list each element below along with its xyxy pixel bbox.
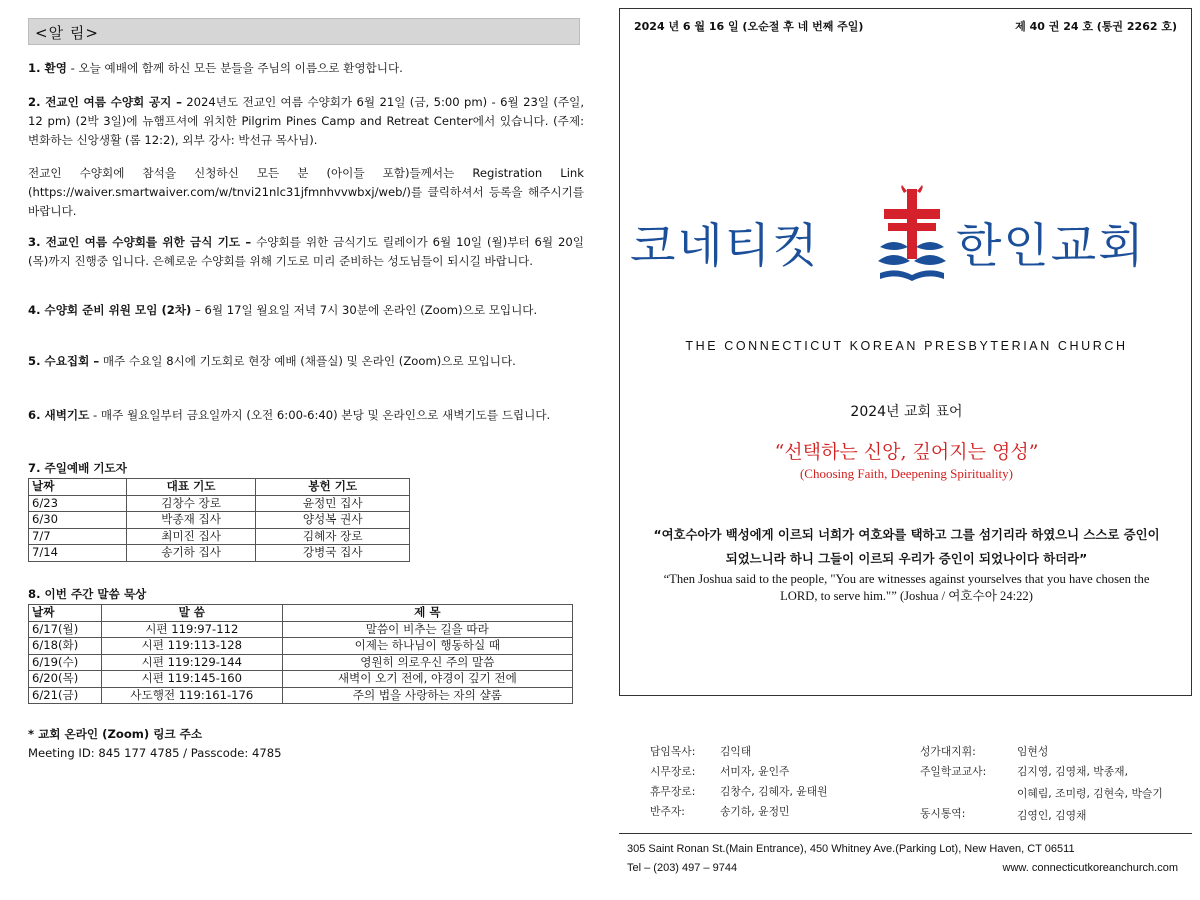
cell-date: 6/17(월): [29, 621, 102, 638]
footer-divider: [619, 833, 1192, 834]
notice-item-dawn-prayer: [28, 406, 584, 425]
notice-item-body: 매주 수요일 8시에 기도회로 현장 예배 (채플실) 및 온라인 (Zoom)으로 모입니다.: [99, 354, 516, 368]
cell-lead: 송기하 집사: [126, 545, 256, 562]
cell-title: 영원히 의로우신 주의 말씀: [282, 654, 572, 671]
notice-item-retreat: [28, 93, 584, 150]
notice-item-body: - 매주 월요일부터 금요일까지 (오전 6:00-6:40) 본당 및 온라인으로 새벽기도를 드립니다.: [89, 408, 551, 422]
cell-passage: 시편 119:129-144: [101, 654, 282, 671]
col-header-offering-prayer: 봉헌 기도: [256, 479, 410, 496]
notice-item-head: 6. 새벽기도: [28, 408, 90, 422]
notice-item-head: 3. 전교인 여름 수양회를 위한 금식 기도 –: [28, 235, 252, 249]
table-row: [29, 687, 573, 704]
staff-label: 반주자:: [650, 805, 685, 818]
notice-item-head: 1. 환영: [28, 61, 67, 75]
cell-date: 6/21(금): [29, 687, 102, 704]
notice-item-wednesday: [28, 352, 584, 371]
zoom-link-title: * 교회 온라인 (Zoom) 링크 주소: [28, 727, 203, 741]
staff-value: 김영인, 김영채: [1017, 809, 1087, 822]
cell-date: 7/14: [29, 545, 127, 562]
table-row: [29, 495, 410, 512]
prayer-section-title: 7. 주일예배 기도자: [28, 461, 127, 475]
cell-offering: 김혜자 장로: [256, 528, 410, 545]
cell-lead: 박종재 집사: [126, 512, 256, 529]
staff-value: 김익태: [720, 745, 752, 758]
church-website-link[interactable]: www. connecticutkoreanchurch.com: [1002, 862, 1178, 874]
cell-date: 6/23: [29, 495, 127, 512]
cell-lead: 김창수 장로: [126, 495, 256, 512]
cell-title: 주의 법을 사랑하는 자의 샬롬: [282, 687, 572, 704]
table-row: [29, 545, 410, 562]
bible-verse-english: “Then Joshua said to the people, "You are witnesses against yourselves that you have chosen the LORD, to serve him."” (Joshua / 여호수아 24:22): [663, 572, 1150, 603]
notice-item-body: - 오늘 예배에 함께 하신 모든 분들을 주님의 이름으로 환영합니다.: [66, 61, 403, 75]
cell-date: 6/19(수): [29, 654, 102, 671]
cell-passage: 시편 119:113-128: [101, 638, 282, 655]
notice-item-committee: [28, 301, 584, 320]
cell-date: 6/30: [29, 512, 127, 529]
cell-offering: 윤정민 집사: [256, 495, 410, 512]
notice-item-registration: [28, 164, 584, 221]
cell-passage: 시편 119:97-112: [101, 621, 282, 638]
table-header-row: [29, 605, 573, 622]
cell-passage: 사도행전 119:161-176: [101, 687, 282, 704]
staff-label: 담임목사:: [650, 745, 696, 758]
staff-value: 김지영, 김영채, 박종재,: [1017, 765, 1129, 778]
staff-value: 이혜림, 조미령, 김현숙, 박슬기: [1017, 787, 1163, 800]
staff-label: 성가대지휘:: [920, 745, 976, 758]
logo-text-connecticut: 코네티컷: [630, 219, 820, 274]
cell-lead: 최미진 집사: [126, 528, 256, 545]
staff-list-right: [920, 744, 1190, 828]
staff-label: 주일학교교사:: [920, 765, 987, 778]
scripture-table: [28, 604, 573, 704]
cell-passage: 시편 119:145-160: [101, 671, 282, 688]
cell-date: 6/18(화): [29, 638, 102, 655]
staff-list-left: [650, 744, 930, 824]
church-phone: Tel – (203) 497 – 9744: [627, 862, 738, 874]
notice-item-body: – 6월 17일 월요일 저녁 7시 30분에 온라인 (Zoom)으로 모입니다.: [191, 303, 538, 317]
cell-title: 새벽이 오기 전에, 야경이 깊기 전에: [282, 671, 572, 688]
notice-item-body: 2024년도 전교인 여름 수양회가 6월 21일 (금, 5:00 pm) - 6월 23일 (주일, 12 pm) (2박 3일)에 뉴햄프셔에 위치한 Pilgrim Pines Camp and Retreat Center에서 있습니다. (주제: 변화하는 신앙생활 (롬 12:2), 외부 강사: 박선규 목사님).: [28, 95, 585, 147]
scripture-section-title: 8. 이번 주간 말씀 묵상: [28, 587, 147, 601]
cell-title: 말씀이 비추는 길을 따라: [282, 621, 572, 638]
notice-item-head: 4. 수양회 준비 위원 모임 (2차): [28, 303, 192, 317]
church-english-name: THE CONNECTICUT KOREAN PRESBYTERIAN CHURCH: [685, 339, 1128, 353]
notice-item-head: 2. 전교인 여름 수양회 공지 –: [28, 95, 182, 109]
bulletin-date: 2024 년 6 월 16 일 (오순절 후 네 번째 주일): [634, 20, 864, 33]
motto-label: 2024년 교회 표어: [850, 404, 963, 420]
cell-date: 6/20(목): [29, 671, 102, 688]
table-row: [29, 671, 573, 688]
staff-value: 임현성: [1017, 745, 1049, 758]
bulletin-cover: [619, 8, 1192, 696]
staff-label: 휴무장로:: [650, 785, 696, 798]
cell-title: 이제는 하나님이 행동하실 때: [282, 638, 572, 655]
staff-label: 동시통역:: [920, 807, 966, 820]
church-logo: [626, 179, 1186, 299]
notice-item-head: 5. 수요집회 –: [28, 354, 100, 368]
staff-value: 서미자, 윤인주: [720, 765, 790, 778]
table-row: [29, 654, 573, 671]
table-header-row: [29, 479, 410, 496]
logo-text-korean-church: 한인교회: [956, 219, 1146, 274]
motto-korean: “선택하는 신앙, 깊어지는 영성”: [774, 441, 1039, 463]
church-address: 305 Saint Ronan St.(Main Entrance), 450 Whitney Ave.(Parking Lot), New Haven, CT 06511: [627, 843, 1075, 855]
staff-label: 시무장로:: [650, 765, 696, 778]
cell-offering: 강병국 집사: [256, 545, 410, 562]
zoom-meeting-info: Meeting ID: 845 177 4785 / Passcode: 4785: [28, 746, 282, 760]
col-header-lead-prayer: 대표 기도: [126, 479, 256, 496]
prayer-table: [28, 478, 410, 562]
presbyterian-cross-icon: [874, 185, 950, 285]
cell-offering: 양성복 권사: [256, 512, 410, 529]
notice-item-welcome: [28, 59, 584, 78]
bulletin-volume: 제 40 권 24 호 (통권 2262 호): [1015, 20, 1177, 33]
cell-date: 7/7: [29, 528, 127, 545]
bible-verse-korean: “여호수아가 백성에게 이르되 너희가 여호와를 택하고 그를 섬기리라 하였으니 스스로 증인이 되었느니라 하니 그들이 이르되 우리가 증인이 되었나이다 하더라”: [653, 527, 1160, 566]
motto-english: (Choosing Faith, Deepening Spirituality): [799, 466, 1014, 481]
notice-item-body: 수양회를 위한 금식기도 릴레이가 6월 10일 (월)부터 6월 20일 (목)까지 진행중 입니다. 은혜로운 수양회를 위해 기도로 미리 준비하는 성도님들이 되시길 바랍니다.: [28, 235, 584, 268]
col-header-title: 제 목: [282, 605, 572, 622]
table-row: [29, 638, 573, 655]
staff-value: 송기하, 윤정민: [720, 805, 790, 818]
table-row: [29, 621, 573, 638]
table-row: [29, 512, 410, 529]
notice-page: [28, 18, 584, 888]
col-header-date: 날짜: [29, 479, 127, 496]
notice-item-body: 전교인 수양회에 참석을 신청하신 모든 분 (아이들 포함)들께서는 Registration Link (https://waiver.smartwaiver.com/w/tnvi21nlc31jfmnhvvwbxj/web/)를 클릭하셔서 등록을 해주시기를 바랍니다.: [28, 166, 584, 218]
notice-header: <알 림>: [28, 18, 580, 45]
notice-item-fasting: [28, 233, 584, 271]
col-header-passage: 말 씀: [101, 605, 282, 622]
col-header-date: 날짜: [29, 605, 102, 622]
staff-value: 김창수, 김혜자, 윤태원: [720, 785, 828, 798]
table-row: [29, 528, 410, 545]
